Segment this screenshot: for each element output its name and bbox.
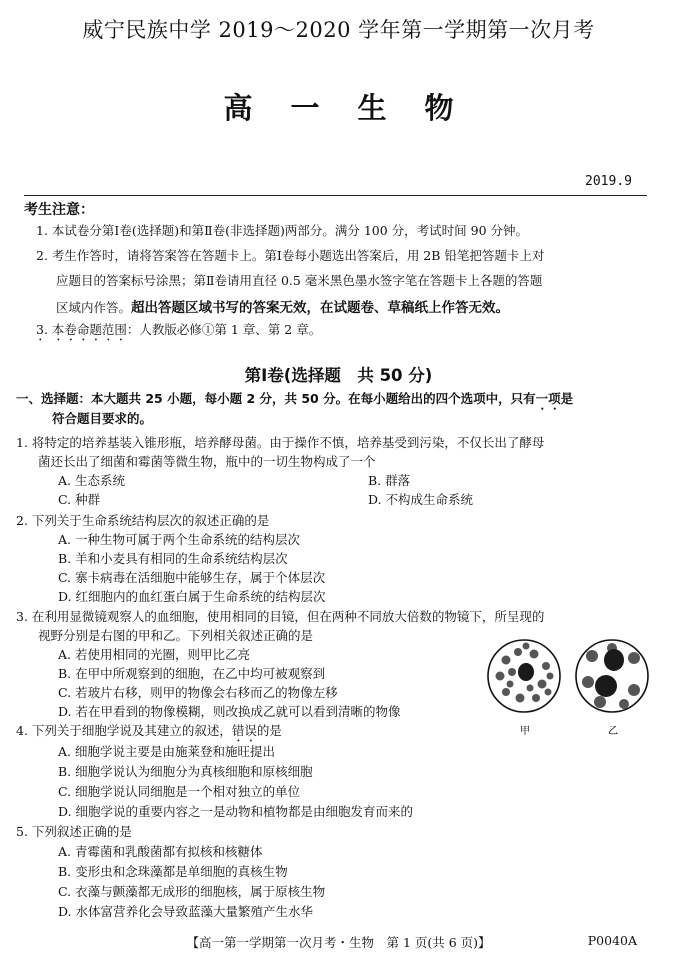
exam-date: 2019.9 (585, 174, 632, 189)
question-1-option-c: C. 种群 (58, 492, 101, 507)
subject-title: 高一生物 (223, 91, 492, 125)
question-1-option-b: B. 群落 (368, 473, 411, 488)
notice-item-2-plain: 区域内作答。 (56, 300, 132, 315)
instructions-emphasis: 一项 (535, 391, 561, 406)
instructions-text: 一、选择题：本大题共 25 小题，每小题 2 分，共 50 分。在每小题给出的四个选项中，只有 (16, 391, 536, 406)
notice-item-3-rest: ：人教版必修①第 1 章、第 2 章。 (126, 322, 322, 337)
question-3-option-a: A. 若使用相同的光圈，则甲比乙亮 (58, 647, 250, 662)
question-5-option-c: C. 衣藻与颤藻都无成形的细胞核，属于原核生物 (58, 884, 326, 899)
question-5-option-d: D. 水体富营养化会导致蓝藻大量繁殖产生水华 (58, 904, 314, 919)
question-5-option-a: A. 青霉菌和乳酸菌都有拟核和核糖体 (58, 844, 263, 859)
question-5-stem: 5. 下列叙述正确的是 (16, 824, 132, 839)
microscope-fields-figure (484, 632, 654, 740)
figure-label-jia: 甲 (520, 726, 530, 737)
question-1-stem-line-1: 1. 将特定的培养基装入锥形瓶，培养酵母菌。由于操作不慎，培养基受到污染，不仅长出了酵母 (16, 435, 545, 450)
question-4-stem-text: 4. 下列关于细胞学说及其建立的叙述， (16, 723, 232, 738)
question-1-stem-line-2: 菌还长出了细菌和霉菌等微生物，瓶中的一切生物构成了一个 (38, 454, 376, 469)
question-4-emphasis: 错误 (231, 723, 257, 738)
question-3-option-c: C. 若玻片右移，则甲的物像会右移而乙的物像左移 (58, 685, 338, 700)
question-4-stem-end: 的是 (256, 723, 282, 738)
question-1-option-d: D. 不构成生命系统 (368, 492, 474, 507)
question-4-option-c: C. 细胞学说认同细胞是一个相对独立的单位 (58, 784, 301, 799)
school-exam-title: 威宁民族中学 2019～2020 学年第一学期第一次月考 (82, 18, 595, 42)
question-2-option-d: D. 红细胞内的血红蛋白属于生命系统的结构层次 (58, 589, 326, 604)
field-jia (488, 640, 560, 712)
question-2-option-c: C. 寨卡病毒在活细胞中能够生存，属于个体层次 (58, 570, 326, 585)
question-2-option-b: B. 羊和小麦具有相同的生命系统结构层次 (58, 551, 288, 566)
notice-item-1: 1. 本试卷分第Ⅰ卷(选择题)和第Ⅱ卷(非选择题)两部分。满分 100 分，考试时间 90 分钟。 (36, 223, 528, 238)
section-instructions-line-2: 符合题目要求的。 (52, 411, 153, 426)
question-3-stem-line-2: 视野分别是右图的甲和乙。下列相关叙述正确的是 (38, 628, 314, 643)
notice-item-3-prefix: 3. 本卷命题范围 (36, 322, 127, 337)
document-code: P0040A (587, 933, 637, 948)
notice-item-2-line-3 (56, 296, 509, 316)
notice-item-2-emphasis: 超出答题区域书写的答案无效，在试题卷、草稿纸上作答无效。 (131, 300, 510, 316)
question-3-option-b: B. 在甲中所观察到的细胞，在乙中均可被观察到 (58, 666, 326, 681)
figure-label-yi: 乙 (608, 726, 618, 737)
question-2-stem: 2. 下列关于生命系统结构层次的叙述正确的是 (16, 513, 270, 528)
page-footer: 【高一第一学期第一次月考・生物 第 1 页(共 6 页)】 (186, 935, 491, 950)
question-3-stem-line-1: 3. 在利用显微镜观察人的血细胞，使用相同的目镜，但在两种不同放大倍数的物镜下，所呈现的 (16, 609, 545, 624)
question-3-option-d: D. 若在甲看到的物像模糊，则改换成乙就可以看到清晰的物像 (58, 704, 401, 719)
section-header: 第Ⅰ卷(选择题 共 50 分) (244, 366, 433, 385)
question-4-option-a: A. 细胞学说主要是由施莱登和施旺提出 (58, 744, 275, 759)
notice-item-2-line-1: 2. 考生作答时，请将答案答在答题卡上。第Ⅰ卷每小题选出答案后，用 2B 铅笔把答题卡上对 (36, 248, 545, 263)
question-4-option-d: D. 细胞学说的重要内容之一是动物和植物都是由细胞发育而来的 (58, 804, 414, 819)
notice-item-3 (36, 320, 321, 344)
header-divider (24, 195, 647, 196)
notice-heading: 考生注意： (24, 202, 94, 218)
instructions-end: 是 (560, 391, 574, 406)
field-yi (576, 640, 648, 712)
notice-item-2-line-2: 应题目的答案标号涂黑；第Ⅱ卷请用直径 0.5 毫米黑色墨水签字笔在答题卡上各题的答题 (56, 273, 543, 288)
question-5-option-b: B. 变形虫和念珠藻都是单细胞的真核生物 (58, 864, 288, 879)
question-2-option-a: A. 一种生物可属于两个生命系统的结构层次 (58, 532, 300, 547)
question-1-option-a: A. 生态系统 (58, 473, 125, 488)
question-4-option-b: B. 细胞学说认为细胞分为真核细胞和原核细胞 (58, 764, 313, 779)
